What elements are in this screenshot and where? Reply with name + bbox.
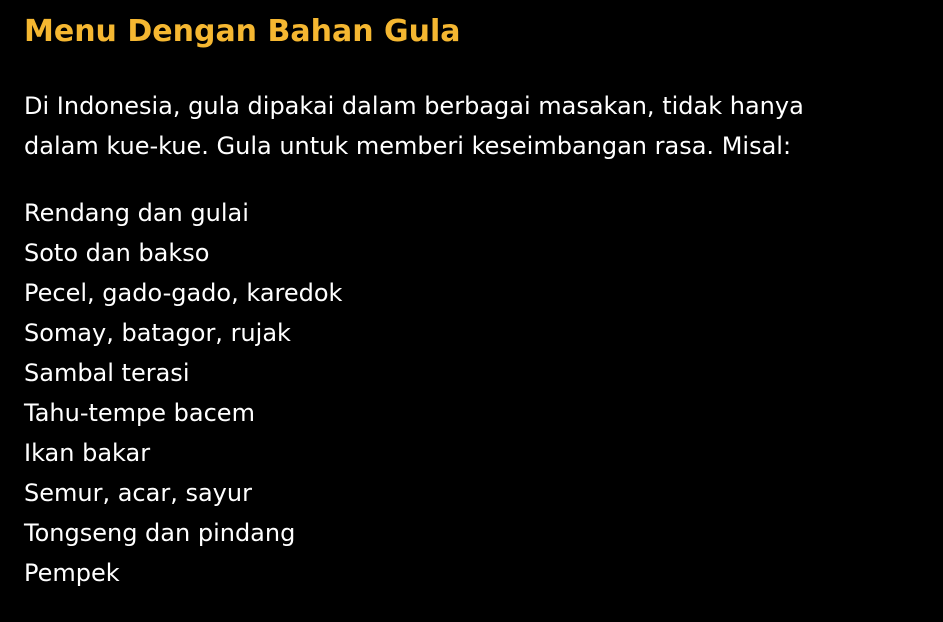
menu-item: Somay, batagor, rujak	[24, 319, 291, 347]
menu-list	[24, 193, 342, 593]
intro-line: Di Indonesia, gula dipakai dalam berbagai masakan, tidak hanya	[24, 92, 804, 120]
menu-item: Pempek	[24, 559, 120, 587]
slide-title: Menu Dengan Bahan Gula	[24, 14, 461, 49]
intro-line: dalam kue-kue. Gula untuk memberi keseimbangan rasa. Misal:	[24, 132, 792, 160]
menu-item: Semur, acar, sayur	[24, 479, 252, 507]
menu-item: Tongseng dan pindang	[24, 519, 296, 547]
menu-item: Sambal terasi	[24, 359, 190, 387]
menu-item: Rendang dan gulai	[24, 199, 249, 227]
intro-paragraph	[24, 86, 924, 166]
menu-item: Pecel, gado-gado, karedok	[24, 279, 343, 307]
menu-item: Ikan bakar	[24, 439, 151, 467]
menu-item: Tahu-tempe bacem	[24, 399, 255, 427]
menu-item: Soto dan bakso	[24, 239, 210, 267]
